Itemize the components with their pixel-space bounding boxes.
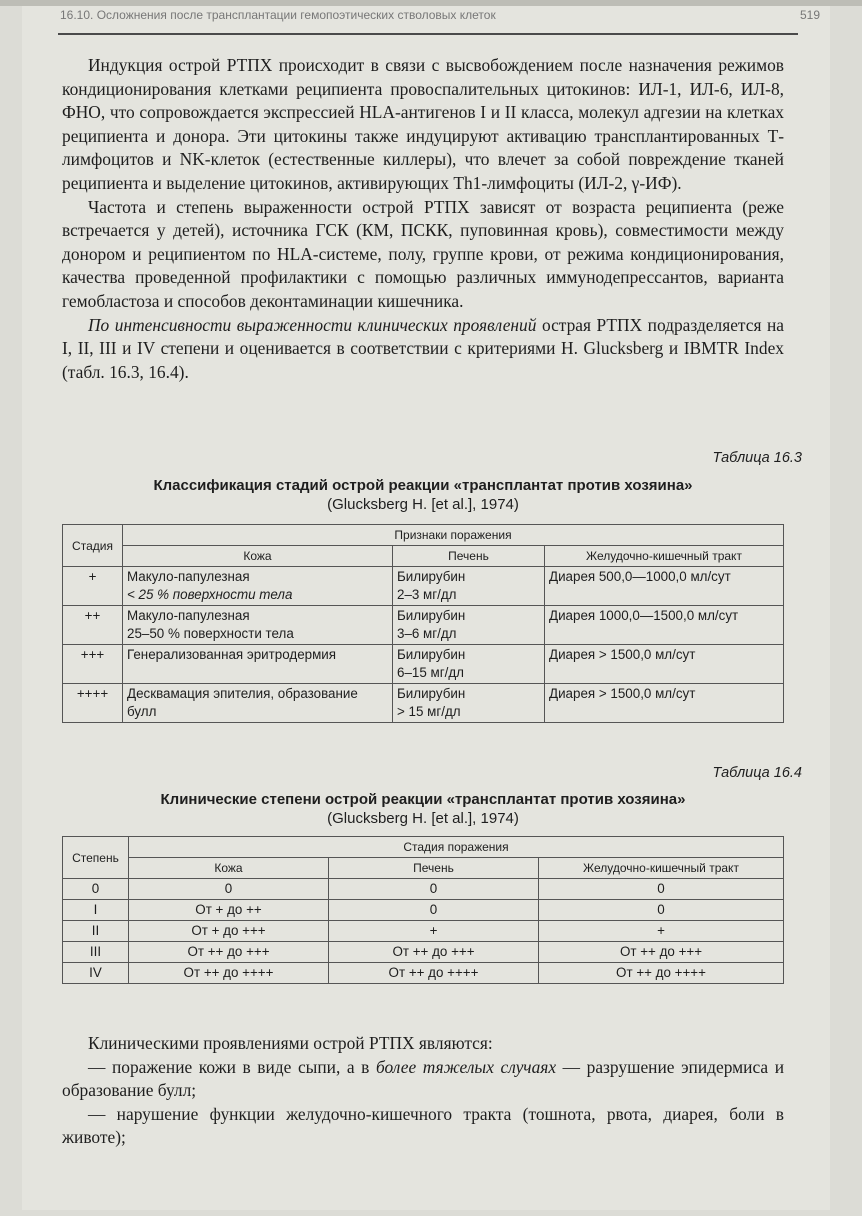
cell-liver-line: 6–15 мг/дл xyxy=(397,665,464,680)
cell-grade: I xyxy=(63,900,129,921)
cell-stage: ++++ xyxy=(63,684,123,723)
cell-liver-line: Билирубин xyxy=(397,608,466,623)
cell-stage: ++ xyxy=(63,606,123,645)
cell-stage: +++ xyxy=(63,645,123,684)
cell-gi: + xyxy=(539,921,784,942)
cell-skin: Генерализованная эритродермия xyxy=(123,645,393,684)
cell-liver xyxy=(393,645,545,684)
cell-liver: 0 xyxy=(329,879,539,900)
header-skin: Кожа xyxy=(123,546,393,567)
list-item-text: — поражение кожи в виде сыпи, а в xyxy=(88,1056,376,1077)
cell-grade: II xyxy=(63,921,129,942)
header-gi: Желудочно-кишечный тракт xyxy=(545,546,784,567)
table-source: (Glucksberg H. [et al.], 1974) xyxy=(327,496,519,513)
table-title xyxy=(62,476,784,514)
cell-liver: От ++ до +++ xyxy=(329,942,539,963)
table-caption: Таблица 16.4 xyxy=(712,765,802,781)
cell-skin: От ++ до ++++ xyxy=(129,963,329,984)
header-group: Стадия поражения xyxy=(129,837,784,858)
cell-gi: 0 xyxy=(539,900,784,921)
cell-liver-line: 2–3 мг/дл xyxy=(397,587,457,602)
cell-skin-line: Макуло-папулезная xyxy=(127,569,250,584)
cell-liver-line: Билирубин xyxy=(397,569,466,584)
page-number: 519 xyxy=(799,8,820,22)
cell-grade: III xyxy=(63,942,129,963)
stage-table xyxy=(62,524,784,723)
cell-liver: От ++ до ++++ xyxy=(329,963,539,984)
cell-gi: От ++ до +++ xyxy=(539,942,784,963)
cell-liver-line: Билирубин xyxy=(397,647,466,662)
cell-skin xyxy=(123,606,393,645)
paragraph-rest: острая РТПХ подразделяется на I, II, III и IV степени и оценивается в соответствии с критериями H. Glucksberg и IBMTR Index (табл. 16.3, 16.4). xyxy=(62,314,784,382)
table-row xyxy=(63,921,784,942)
table-row xyxy=(63,645,784,684)
paragraph: Частота и степень выраженности острой РТПХ зависят от возраста реципиента (реже встречается у детей), источника ГСК (КМ, ПСКК, пуповинная кровь), совместимости между донором и реципиентом по HLA-системе, полу, группе крови, от режима кондиционирования, качества проведенной профилактики с помощью различных иммунодепрессантов, варианта гемобластоза и способов деконтаминации кишечника. xyxy=(62,196,784,311)
cell-gi: Диарея > 1500,0 мл/сут xyxy=(545,645,784,684)
cell-gi: Диарея > 1500,0 мл/сут xyxy=(545,684,784,723)
list-item: — нарушение функции желудочно-кишечного тракта (тошнота, рвота, диарея, боли в животе); xyxy=(62,1103,784,1148)
table-caption: Таблица 16.3 xyxy=(712,450,802,466)
cell-skin: От + до +++ xyxy=(129,921,329,942)
cell-gi: 0 xyxy=(539,879,784,900)
header-skin: Кожа xyxy=(129,858,329,879)
intro-text xyxy=(62,54,784,384)
list-item-text: — разрушение эпидермиса и образование булл; xyxy=(62,1056,784,1101)
table-row xyxy=(63,942,784,963)
table-row xyxy=(63,963,784,984)
cell-liver xyxy=(393,606,545,645)
cell-skin: 0 xyxy=(129,879,329,900)
table-row xyxy=(63,567,784,606)
header-group: Признаки поражения xyxy=(123,525,784,546)
header-stage: Стадия xyxy=(63,525,123,567)
cell-grade: 0 xyxy=(63,879,129,900)
cell-grade: IV xyxy=(63,963,129,984)
table-source: (Glucksberg H. [et al.], 1974) xyxy=(327,810,519,827)
cell-skin-line: < 25 % поверхности тела xyxy=(127,587,293,602)
cell-skin-line: 25–50 % поверхности тела xyxy=(127,626,294,641)
list-item-italic: более тяжелых случаях xyxy=(375,1056,557,1077)
cell-liver xyxy=(393,684,545,723)
cell-skin: От ++ до +++ xyxy=(129,942,329,963)
cell-liver: + xyxy=(329,921,539,942)
table-row xyxy=(63,879,784,900)
table-row xyxy=(63,606,784,645)
cell-skin: От + до ++ xyxy=(129,900,329,921)
header-liver: Печень xyxy=(393,546,545,567)
paragraph xyxy=(62,314,784,385)
cell-liver-line: 3–6 мг/дл xyxy=(397,626,457,641)
table-title-main: Клинические степени острой реакции «трансплантат против хозяина» xyxy=(160,791,686,808)
header-rule xyxy=(58,33,798,35)
list-item xyxy=(62,1056,784,1103)
cell-skin xyxy=(123,567,393,606)
cell-stage: + xyxy=(63,567,123,606)
paragraph-italic: По интенсивности выраженности клинических проявлений xyxy=(88,314,537,335)
header-grade: Степень xyxy=(63,837,129,879)
header-gi: Желудочно-кишечный тракт xyxy=(539,858,784,879)
table-row xyxy=(63,684,784,723)
manifestations-text xyxy=(62,1032,784,1150)
header-liver: Печень xyxy=(329,858,539,879)
running-head-text: 16.10. Осложнения после трансплантации гемопоэтических стволовых клеток xyxy=(60,8,496,22)
cell-gi: От ++ до ++++ xyxy=(539,963,784,984)
table-title-main: Классификация стадий острой реакции «трансплантат против хозяина» xyxy=(153,477,693,494)
cell-liver-line: > 15 мг/дл xyxy=(397,704,461,719)
cell-liver-line: Билирубин xyxy=(397,686,466,701)
cell-liver xyxy=(393,567,545,606)
cell-gi: Диарея 500,0—1000,0 мл/сут xyxy=(545,567,784,606)
cell-skin: Десквамация эпителия, образование булл xyxy=(123,684,393,723)
paragraph: Индукция острой РТПХ происходит в связи с высвобождением после назначения режимов кондиционирования клетками реципиента провоспалительных цитокинов: ИЛ-1, ИЛ-6, ИЛ-8, ФНО, что сопровождается экспрессией HLA-антигенов I и II класса, молекул адгезии на клетках реципиента и донора. Эти цитокины также индуцируют активацию трансплантированных Т-лимфоцитов и NK-клеток (естественные киллеры), что влечет за собой повреждение тканей реципиента и выделение цитокинов, активирующих Th1-лимфоциты (ИЛ-2, γ-ИФ). xyxy=(62,55,784,193)
table-title xyxy=(62,790,784,828)
paragraph: Клиническими проявлениями острой РТПХ являются: xyxy=(88,1033,493,1053)
running-head xyxy=(60,8,820,30)
cell-liver: 0 xyxy=(329,900,539,921)
cell-skin-line: Макуло-папулезная xyxy=(127,608,250,623)
grade-table xyxy=(62,836,784,984)
cell-gi: Диарея 1000,0—1500,0 мл/сут xyxy=(545,606,784,645)
table-row xyxy=(63,900,784,921)
